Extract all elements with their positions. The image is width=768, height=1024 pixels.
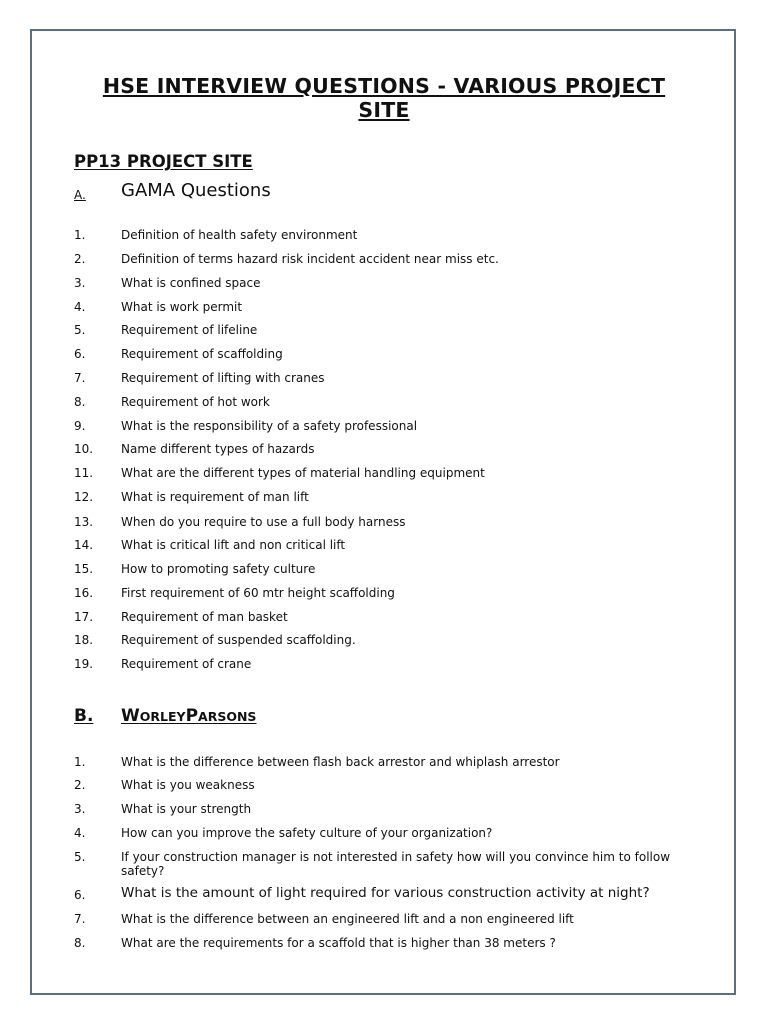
question-text: What is your strength (121, 802, 252, 816)
section-a-title: GAMA Questions (121, 180, 271, 201)
question-text: What is work permit (121, 300, 243, 314)
question-text: Requirement of hot work (121, 395, 270, 409)
question-text: How can you improve the safety culture of your organization? (121, 826, 493, 840)
question-number: 17. (74, 610, 94, 624)
question-number: 5. (74, 323, 86, 337)
question-text: Definition of terms hazard risk incident accident near miss etc. (121, 252, 499, 266)
question-number: 19. (74, 657, 94, 671)
question-number: 7. (74, 371, 86, 385)
section-a-letter: A. (74, 188, 86, 202)
question-number: 5. (74, 850, 86, 864)
question-number: 2. (74, 778, 86, 792)
question-number: 15. (74, 562, 94, 576)
question-number: 2. (74, 252, 86, 266)
question-number: 3. (74, 802, 86, 816)
question-text: Name different types of hazards (121, 442, 315, 456)
question-text: Definition of health safety environment (121, 228, 358, 242)
question-number: 10. (74, 442, 94, 456)
question-text: What is the difference between flash back arrestor and whiplash arrestor (121, 755, 560, 769)
question-number: 16. (74, 586, 94, 600)
question-text: When do you require to use a full body harness (121, 515, 406, 529)
question-text: What are the requirements for a scaffold that is higher than 38 meters ? (121, 936, 556, 950)
question-number: 9. (74, 419, 86, 433)
question-number: 7. (74, 912, 86, 926)
question-number: 14. (74, 538, 94, 552)
section-b-title: WORLEYPARSONS (121, 706, 257, 726)
question-number: 11. (74, 466, 94, 480)
question-text: Requirement of crane (121, 657, 252, 671)
question-text: What is critical lift and non critical lift (121, 538, 346, 552)
question-number: 8. (74, 936, 86, 950)
question-number: 1. (74, 755, 86, 769)
site-heading: PP13 PROJECT SITE (74, 152, 253, 171)
question-text: How to promoting safety culture (121, 562, 316, 576)
question-text: What is you weakness (121, 778, 255, 792)
question-number: 13. (74, 515, 94, 529)
section-b-heading (74, 706, 674, 730)
question-text: What is confined space (121, 276, 261, 290)
question-number: 4. (74, 826, 86, 840)
document-title: HSE INTERVIEW QUESTIONS - VARIOUS PROJECT SITE (102, 74, 666, 122)
question-number: 6. (74, 347, 86, 361)
question-text: Requirement of suspended scaffolding. (121, 633, 356, 647)
question-text: Requirement of lifting with cranes (121, 371, 325, 385)
question-number: 18. (74, 633, 94, 647)
question-text: Requirement of man basket (121, 610, 288, 624)
question-number: 6. (74, 888, 86, 902)
question-number: 8. (74, 395, 86, 409)
question-text: What is the responsibility of a safety professional (121, 419, 418, 433)
question-text: If your construction manager is not interested in safety how will you convince him to follow safety? (121, 850, 671, 878)
question-number: 3. (74, 276, 86, 290)
question-text: First requirement of 60 mtr height scaffolding (121, 586, 395, 600)
question-text: What are the different types of material handling equipment (121, 466, 485, 480)
section-b-letter: B. (74, 706, 94, 726)
question-text: What is requirement of man lift (121, 490, 309, 504)
question-number: 1. (74, 228, 86, 242)
question-text: Requirement of scaffolding (121, 347, 283, 361)
question-text: Requirement of lifeline (121, 323, 258, 337)
section-a-heading (74, 180, 674, 204)
question-text: What is the difference between an engineered lift and a non engineered lift (121, 912, 574, 926)
question-number: 4. (74, 300, 86, 314)
question-text: What is the amount of light required for various construction activity at night? (121, 885, 650, 901)
question-number: 12. (74, 490, 94, 504)
